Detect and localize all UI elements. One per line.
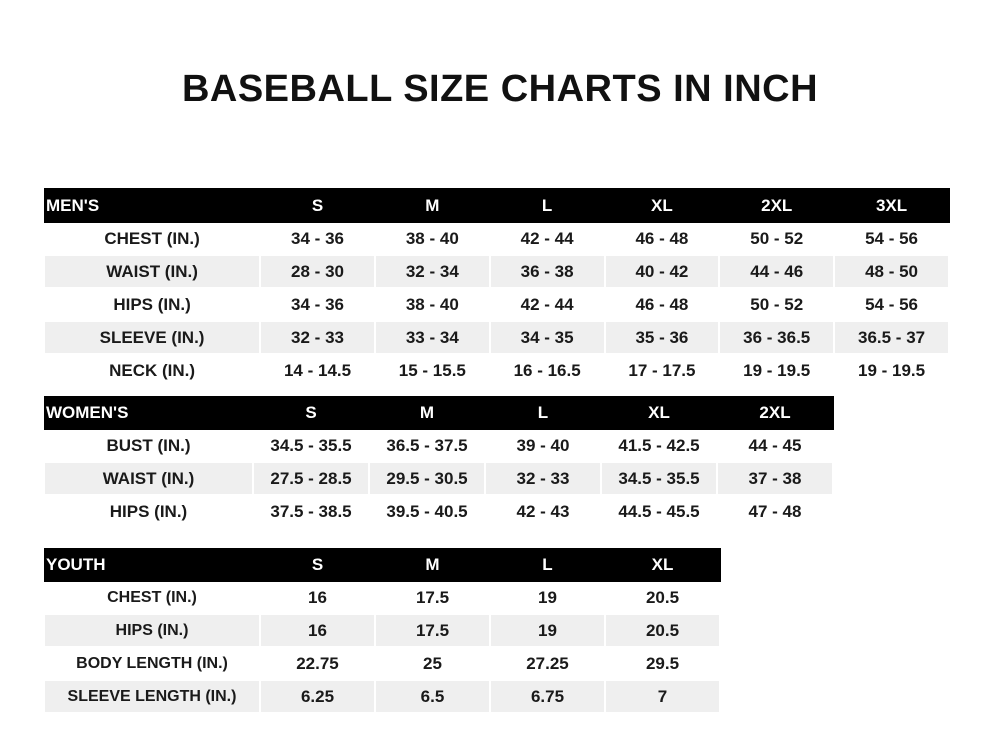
column-header-2xl: 2XL — [719, 189, 834, 222]
cell: 28 - 30 — [260, 255, 375, 288]
table-row — [45, 429, 833, 462]
cell: 39 - 40 — [485, 429, 601, 462]
cell: 6.25 — [260, 680, 375, 713]
cell: 44 - 45 — [717, 429, 833, 462]
cell: 22.75 — [260, 647, 375, 680]
cell: 50 - 52 — [719, 288, 834, 321]
row-label: HIPS (IN.) — [45, 614, 260, 647]
cell: 6.75 — [490, 680, 605, 713]
cell: 17.5 — [375, 581, 490, 614]
cell: 54 - 56 — [834, 222, 949, 255]
cell: 44 - 46 — [719, 255, 834, 288]
cell: 17.5 — [375, 614, 490, 647]
row-label: CHEST (IN.) — [45, 581, 260, 614]
column-header-m: M — [369, 397, 485, 429]
cell: 37 - 38 — [717, 462, 833, 495]
cell: 15 - 15.5 — [375, 354, 490, 387]
cell: 34.5 - 35.5 — [253, 429, 369, 462]
table-row — [45, 321, 949, 354]
column-header-xl: XL — [601, 397, 717, 429]
cell: 48 - 50 — [834, 255, 949, 288]
cell: 36.5 - 37.5 — [369, 429, 485, 462]
column-header-l: L — [485, 397, 601, 429]
column-header-m: M — [375, 189, 490, 222]
cell: 27.25 — [490, 647, 605, 680]
cell: 6.5 — [375, 680, 490, 713]
column-header-xl: XL — [605, 549, 720, 581]
cell: 54 - 56 — [834, 288, 949, 321]
cell: 42 - 43 — [485, 495, 601, 528]
row-label: WAIST (IN.) — [45, 255, 260, 288]
row-label: WAIST (IN.) — [45, 462, 253, 495]
table-row — [45, 614, 720, 647]
page-title: BASEBALL SIZE CHARTS IN INCH — [181, 68, 819, 110]
cell: 20.5 — [605, 581, 720, 614]
table-row — [45, 222, 949, 255]
cell: 37.5 - 38.5 — [253, 495, 369, 528]
table-row — [45, 462, 833, 495]
row-label: HIPS (IN.) — [45, 495, 253, 528]
youth-size-table — [44, 548, 721, 714]
cell: 14 - 14.5 — [260, 354, 375, 387]
table-row — [45, 680, 720, 713]
cell: 34.5 - 35.5 — [601, 462, 717, 495]
row-label: NECK (IN.) — [45, 354, 260, 387]
cell: 34 - 36 — [260, 288, 375, 321]
table-header-row — [45, 189, 949, 222]
mens-size-table — [44, 188, 950, 388]
cell: 32 - 33 — [485, 462, 601, 495]
youth-table-title: YOUTH — [45, 549, 260, 581]
cell: 33 - 34 — [375, 321, 490, 354]
cell: 29.5 - 30.5 — [369, 462, 485, 495]
table-row — [45, 647, 720, 680]
cell: 16 — [260, 614, 375, 647]
cell: 17 - 17.5 — [605, 354, 720, 387]
row-label: HIPS (IN.) — [45, 288, 260, 321]
cell: 44.5 - 45.5 — [601, 495, 717, 528]
mens-table-title: MEN'S — [45, 189, 260, 222]
cell: 19 — [490, 614, 605, 647]
column-header-l: L — [490, 549, 605, 581]
column-header-s: S — [253, 397, 369, 429]
table-row — [45, 495, 833, 528]
column-header-2xl: 2XL — [717, 397, 833, 429]
cell: 42 - 44 — [490, 288, 605, 321]
cell: 36 - 38 — [490, 255, 605, 288]
womens-size-table — [44, 396, 834, 529]
cell: 34 - 36 — [260, 222, 375, 255]
column-header-3xl: 3XL — [834, 189, 949, 222]
column-header-s: S — [260, 189, 375, 222]
cell: 50 - 52 — [719, 222, 834, 255]
cell: 47 - 48 — [717, 495, 833, 528]
table-row — [45, 288, 949, 321]
cell: 40 - 42 — [605, 255, 720, 288]
cell: 34 - 35 — [490, 321, 605, 354]
cell: 19 — [490, 581, 605, 614]
cell: 19 - 19.5 — [719, 354, 834, 387]
table-header-row — [45, 397, 833, 429]
cell: 38 - 40 — [375, 222, 490, 255]
column-header-l: L — [490, 189, 605, 222]
cell: 38 - 40 — [375, 288, 490, 321]
table-row — [45, 581, 720, 614]
cell: 16 — [260, 581, 375, 614]
womens-table-title: WOMEN'S — [45, 397, 253, 429]
cell: 32 - 34 — [375, 255, 490, 288]
cell: 27.5 - 28.5 — [253, 462, 369, 495]
table-header-row — [45, 549, 720, 581]
table-row — [45, 255, 949, 288]
column-header-s: S — [260, 549, 375, 581]
row-label: CHEST (IN.) — [45, 222, 260, 255]
cell: 35 - 36 — [605, 321, 720, 354]
cell: 32 - 33 — [260, 321, 375, 354]
column-header-xl: XL — [605, 189, 720, 222]
row-label: BODY LENGTH (IN.) — [45, 647, 260, 680]
table-row — [45, 354, 949, 387]
cell: 39.5 - 40.5 — [369, 495, 485, 528]
cell: 46 - 48 — [605, 222, 720, 255]
cell: 42 - 44 — [490, 222, 605, 255]
row-label: SLEEVE LENGTH (IN.) — [45, 680, 260, 713]
cell: 41.5 - 42.5 — [601, 429, 717, 462]
cell: 36.5 - 37 — [834, 321, 949, 354]
cell: 46 - 48 — [605, 288, 720, 321]
cell: 7 — [605, 680, 720, 713]
column-header-m: M — [375, 549, 490, 581]
cell: 20.5 — [605, 614, 720, 647]
row-label: SLEEVE (IN.) — [45, 321, 260, 354]
cell: 36 - 36.5 — [719, 321, 834, 354]
cell: 25 — [375, 647, 490, 680]
cell: 19 - 19.5 — [834, 354, 949, 387]
cell: 16 - 16.5 — [490, 354, 605, 387]
cell: 29.5 — [605, 647, 720, 680]
row-label: BUST (IN.) — [45, 429, 253, 462]
